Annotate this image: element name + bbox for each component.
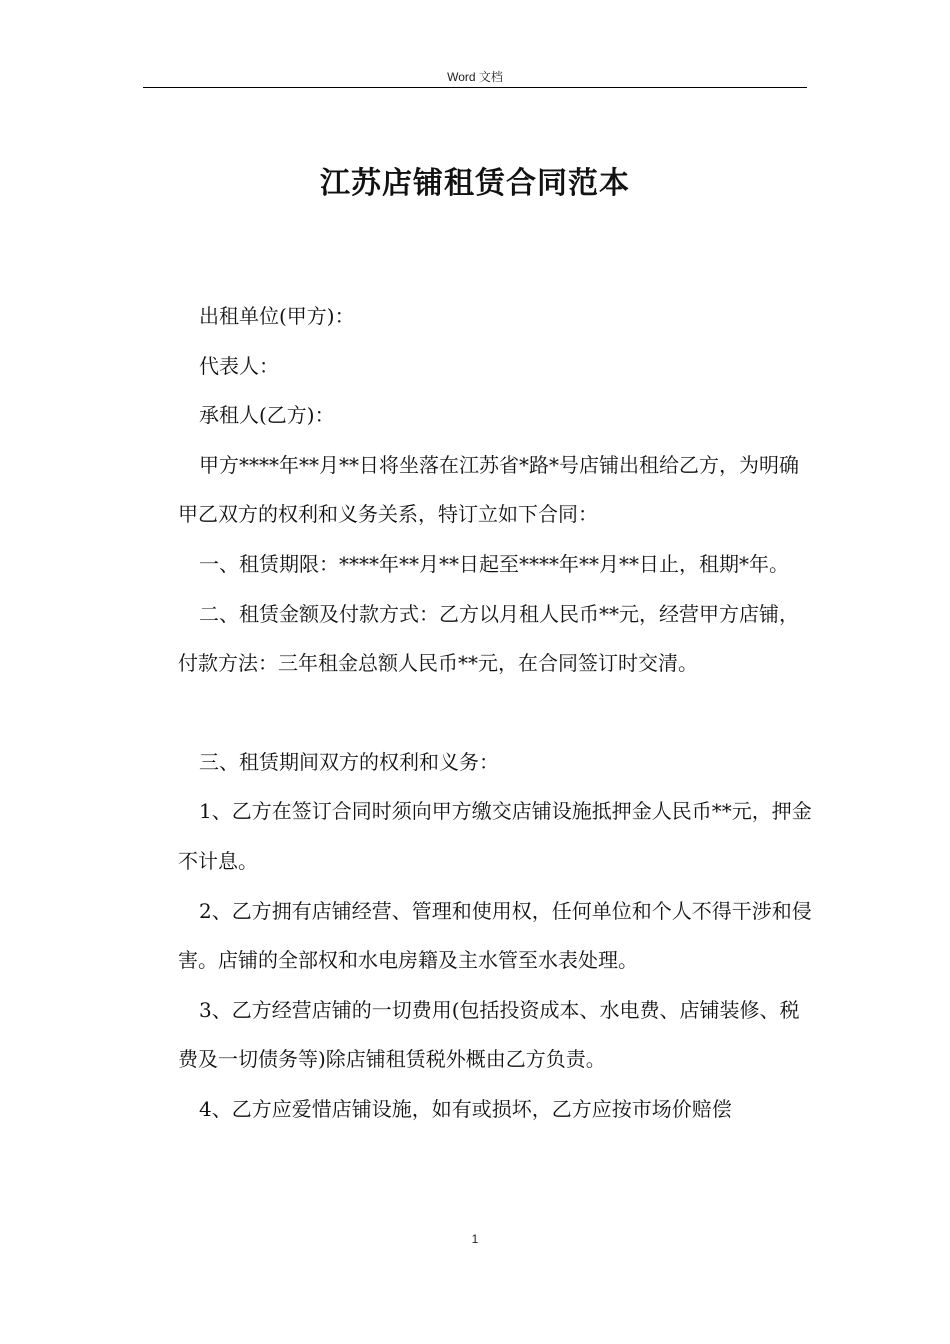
page-number: 1 [471, 1232, 479, 1246]
paragraph-clause-3: 3、乙方经营店铺的一切费用(包括投资成本、水电费、店铺装修、税费及一切债务等)除店铺租赁税外概由乙方负责。 [178, 997, 800, 1072]
document-title: 江苏店铺租赁合同范本 [320, 166, 630, 201]
paragraph-lessee: 承租人(乙方)： [199, 403, 335, 428]
page-header: Word 文档 [447, 70, 503, 84]
paragraph-spacer [178, 689, 818, 738]
header-divider [143, 87, 807, 88]
document-body [178, 292, 818, 1135]
paragraph-payment: 二、租赁金额及付款方式：乙方以月租人民币**元，经营甲方店铺，付款方法：三年租金总额人民币**元，在合同签订时交清。 [178, 601, 799, 676]
paragraph-clause-2: 2、乙方拥有店铺经营、管理和使用权，任何单位和个人不得干涉和侵害。店铺的全部权和水电房籍及主水管至水表处理。 [178, 898, 812, 973]
paragraph-clause-4: 4、乙方应爱惜店铺设施，如有或损坏，乙方应按市场价赔偿 [199, 1096, 732, 1121]
paragraph-lease-term: 一、租赁期限：****年**月**日起至****年**月**日止，租期*年。 [199, 551, 789, 576]
paragraph-rights-duties: 三、租赁期间双方的权利和义务： [199, 749, 499, 774]
paragraph-representative: 代表人： [199, 353, 279, 378]
paragraph-intro: 甲方****年**月**日将坐落在江苏省*路*号店铺出租给乙方，为明确甲乙双方的权利和义务关系，特订立如下合同： [178, 452, 799, 527]
paragraph-clause-1: 1、乙方在签订合同时须向甲方缴交店铺设施抵押金人民币**元，押金不计息。 [178, 799, 812, 873]
paragraph-lessor: 出租单位(甲方)： [199, 304, 355, 328]
